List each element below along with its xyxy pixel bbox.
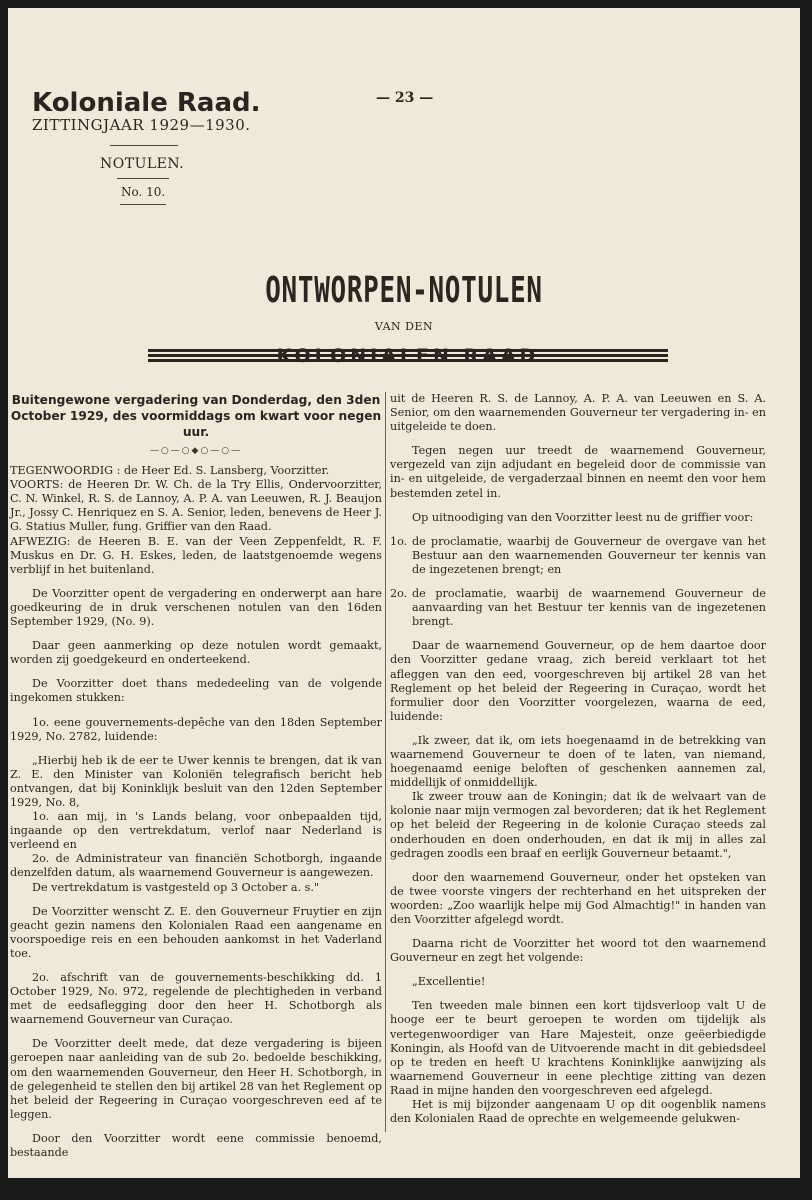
paragraph: Daar geen aanmerking op deze notulen wordt gemaakt, worden zij goedgekeurd en onderteekend. bbox=[10, 639, 382, 667]
column-divider bbox=[385, 392, 386, 1132]
list-text: de proclamatie, waarbij de Gouverneur de overgave van het Bestuur aan den waarnemenden Gouverneur ter kennis van de ingezetenen brengt; en bbox=[412, 534, 766, 576]
speech-paragraph: Het is mij bijzonder aangenaam U op dit oogenblik namens den Kolonialen Raad de oprechte en welgemeende gelukwen- bbox=[390, 1098, 766, 1126]
paragraph: 2o. afschrift van de gouvernements-beschikking dd. 1 October 1929, No. 972, regelende de plechtigheden in verband met de eedsaflegging door den heer H. Schotborgh als waarnemend Gouverneur van Curaçao. bbox=[10, 971, 382, 1027]
paragraph: Daarna richt de Voorzitter het woord tot den waarnemend Gouverneur en zegt het volgende: bbox=[390, 937, 766, 965]
paragraph: VOORTS: de Heeren Dr. W. Ch. de la Try Ellis, Ondervoorzitter, C. N. Winkel, R. S. de Lannoy, A. P. A. van Leeuwen, R. J. Beaujon Jr., Jossy C. Henriquez en S. A. Senior, leden, benevens de Heer J. G. Statius Muller, fung. Griffier van den Raad. bbox=[10, 478, 382, 534]
session-year: ZITTINGJAAR 1929—1930. bbox=[32, 116, 251, 134]
document-page bbox=[8, 8, 800, 1178]
paragraph: De Voorzitter doet thans mededeeling van de volgende ingekomen stukken: bbox=[10, 677, 382, 705]
paragraph: uit de Heeren R. S. de Lannoy, A. P. A. van Leeuwen en S. A. Senior, om den waarnemenden Gouverneur ter vergadering in- en uitgeleide te doen. bbox=[390, 392, 766, 434]
paragraph: Tegen negen uur treedt de waarnemend Gouverneur, vergezeld van zijn adjudant en begeleid door de commissie van in- en uitgeleide, de vergaderzaal binnen en neemt den voor hem bestemden zetel in. bbox=[390, 444, 766, 500]
oath-paragraph: Ik zweer trouw aan de Koningin; dat ik de welvaart van de kolonie naar mijn vermogen zal bevorderen; dat ik het Reglement op het beleid der Regeering in de kolonie Curaçao steeds zal onderhouden en doen onderhouden, en dat ik mij in alles zal gedragen zoodls een braaf en eerlijk Gouverneur betaamt.", bbox=[390, 790, 766, 860]
meeting-heading: Buitengewone vergadering van Donderdag, den 3den October 1929, des voormiddags om kwart voor negen uur. bbox=[10, 393, 382, 439]
council-banner: KOLONIALEN RAAD bbox=[148, 345, 668, 366]
paragraph: Daar de waarnemend Gouverneur, op de hem daartoe door den Voorzitter gedane vraag, zich bereid verklaart tot het afleggen van den eed, voorgeschreven bij artikel 28 van het Reglement op het beleid der Regeering in Curaçao, wordt het formulier door den Voorzitter voorgelezen, waarna de eed, luidende: bbox=[390, 639, 766, 723]
quote-paragraph: 1o. aan mij, in 's Lands belang, voor onbepaalden tijd, ingaande op den vertrekdatum, verlof naar Nederland is verleend en bbox=[10, 810, 382, 852]
left-column bbox=[10, 392, 382, 1170]
ornament-divider: —○—○◆○—○— bbox=[149, 446, 243, 456]
quote-paragraph: „Hierbij heb ik de eer te Uwer kennis te brengen, dat ik van Z. E. den Minister van Koloniën telegrafisch bericht heb ontvangen, dat bij Koninklijk besluit van den 12den September 1929, No. 8, bbox=[10, 753, 382, 809]
speech-salutation: „Excellentie! bbox=[412, 975, 486, 989]
paragraph: TEGENWOORDIG : de Heer Ed. S. Lansberg, Voorzitter. bbox=[10, 464, 330, 478]
header-rule bbox=[110, 145, 178, 146]
minutes-label: NOTULEN. bbox=[100, 156, 185, 172]
paragraph: De Voorzitter wenscht Z. E. den Gouverneur Fruytier en zijn geacht gezin namens den Kolonialen Raad een aangename en voorspoedige reis en een behouden aankomst in het Vaderland toe. bbox=[10, 904, 382, 960]
right-column bbox=[390, 392, 766, 1136]
paragraph: Door den Voorzitter wordt eene commissie benoemd, bestaande bbox=[10, 1131, 382, 1160]
list-number: 2o. bbox=[390, 587, 408, 601]
header-rule bbox=[120, 204, 166, 205]
page-number: — 23 — bbox=[376, 90, 434, 106]
header-rule bbox=[117, 178, 169, 179]
quote-paragraph: 2o. de Administrateur van financiën Schotborgh, ingaande denzelfden datum, als waarnemend Gouverneur is aangewezen. bbox=[10, 852, 382, 880]
main-title: ONTWORPEN-NOTULEN bbox=[265, 270, 543, 311]
oath-paragraph: „Ik zweer, dat ik, om iets hoegenaamd in de betrekking van waarnemend Gouverneur te doen of te laten, van niemand, hoegenaamd eenige beloften of geschenken aannemen zal, middellijk of onmiddellijk. bbox=[390, 733, 766, 790]
list-number: 1o. bbox=[390, 534, 408, 548]
list-item bbox=[390, 587, 766, 629]
council-name: Koloniale Raad. bbox=[32, 88, 261, 118]
list-text: de proclamatie, waarbij de waarnemend Gouverneur de aanvaarding van het Bestuur ter kennis van de ingezetenen brengt. bbox=[412, 587, 766, 629]
paragraph: door den waarnemend Gouverneur, onder het opsteken van de twee voorste vingers der rechterhand en het uitspreken der woorden: „Zoo waarlijk helpe mij God Almachtig!" in handen van den Voorzitter afgelegd wordt. bbox=[390, 870, 766, 926]
issue-number: No. 10. bbox=[121, 185, 166, 199]
paragraph: AFWEZIG: de Heeren B. E. van der Veen Zeppenfeldt, R. F. Muskus en Dr. G. H. Eskes, leden, de laatstgenoemde wegens verblijf in het buitenland. bbox=[10, 534, 382, 576]
quote-paragraph: De vertrekdatum is vastgesteld op 3 October a. s." bbox=[32, 880, 320, 894]
paragraph: Op uitnoodiging van den Voorzitter leest nu de griffier voor: bbox=[412, 510, 754, 524]
paragraph: De Voorzitter opent de vergadering en onderwerpt aan hare goedkeuring de in druk verschenen notulen van den 16den September 1929, (No. 9). bbox=[10, 586, 382, 629]
subtitle: VAN DEN bbox=[374, 320, 434, 333]
paragraph: De Voorzitter deelt mede, dat deze vergadering is bijeen geroepen naar aanleiding van de sub 2o. bedoelde beschikking, om den waarnemenden Gouverneur, den Heer H. Schotborgh, in de gelegenheid te stellen den bij artikel 28 van het Reglement op het beleid der Regeering in Curaçao voorgeschreven eed af te leggen. bbox=[10, 1037, 382, 1121]
speech-paragraph: Ten tweeden male binnen een kort tijdsverloop valt U de hooge eer te beurt geroepen te worden om tijdelijk als vertegenwoordiger van Hare Majesteit, onze geëerbiedigde Koningin, als Hoofd van de Uitvoerende macht in dit gebiedsdeel op te treden en heeft U krachtens Koninklijke aanwijzing als waarnemend Gouverneur in eene plechtige zitting van dezen Raad in mijne handen den voorgeschreven eed afgelegd. bbox=[390, 999, 766, 1097]
paragraph: 1o. eene gouvernements-depêche van den 18den September 1929, No. 2782, luidende: bbox=[10, 715, 382, 743]
list-item bbox=[390, 535, 766, 577]
